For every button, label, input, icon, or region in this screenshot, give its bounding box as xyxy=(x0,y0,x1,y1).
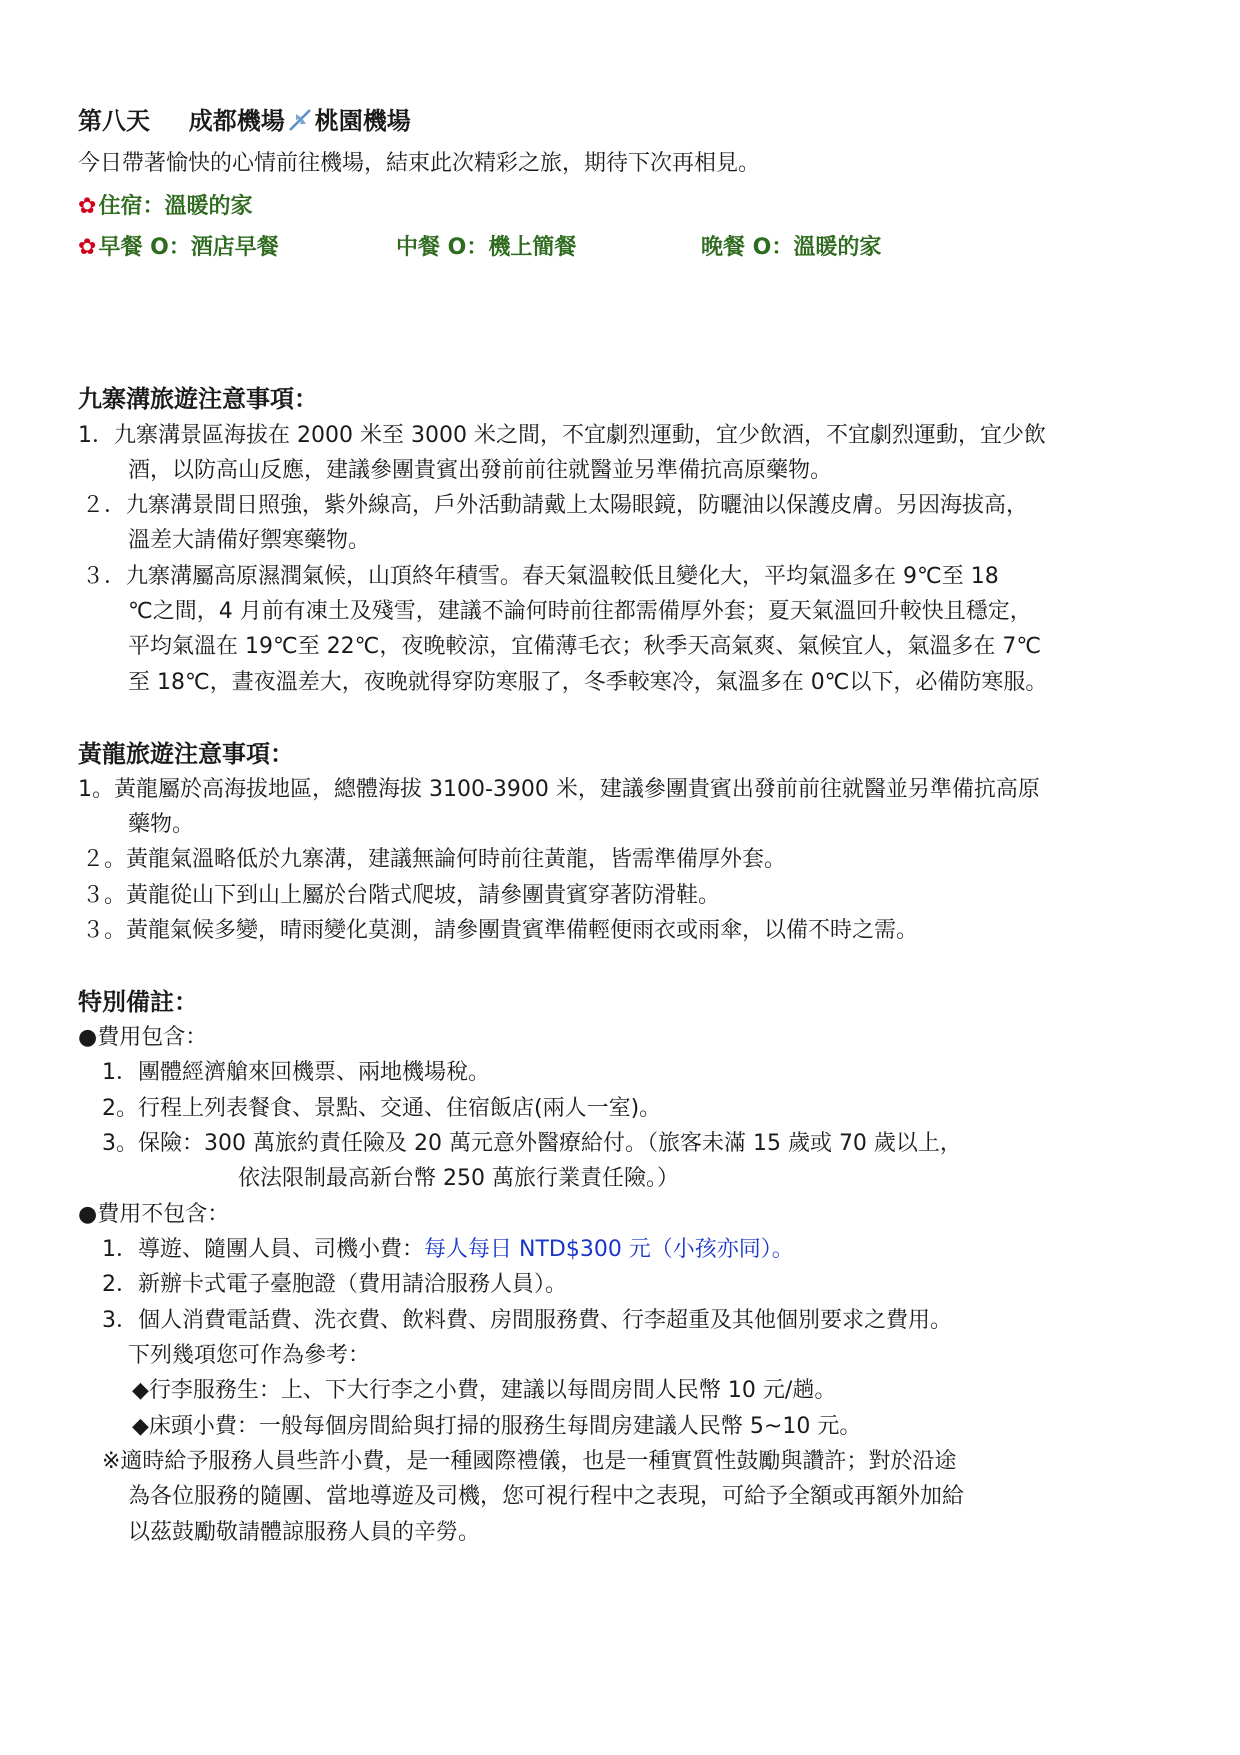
day8-dinner: 晚餐 O：溫暖的家 xyxy=(701,235,882,260)
day8-title xyxy=(78,106,411,140)
included-item-3-line-1: 3。保險：300 萬旅約責任險及 20 萬元意外醫療給付。（旅客未滿 15 歲或 70 歲以上， xyxy=(102,1131,962,1156)
included-item-2: 2。行程上列表餐食、景點、交通、住宿飯店(兩人一室)。 xyxy=(102,1096,662,1121)
included-item-1: 1．團體經濟艙來回機票、兩地機場稅。 xyxy=(102,1060,490,1085)
lodging-text: 住宿：溫暖的家 xyxy=(98,194,253,219)
jiuzhaigou-item-2-line-2: 溫差大請備好禦寒藥物。 xyxy=(128,528,371,553)
jiuzhaigou-item-3-line-1: ３．九寨溝屬高原濕潤氣候，山頂終年積雪。春天氣溫較低且變化大，平均氣溫多在 9℃至 18 xyxy=(82,564,999,589)
huanglong-item-2: ２。黃龍氣溫略低於九寨溝，建議無論何時前往黃龍，皆需準備厚外套。 xyxy=(82,847,787,872)
day8-to: 桃園機場 xyxy=(314,107,411,135)
gratuity-note-line-2: 為各位服務的隨團、當地導遊及司機，您可視行程中之表現，可給予全額或再額外加給 xyxy=(128,1484,965,1509)
remarks-heading: 特別備註： xyxy=(78,988,198,1016)
excluded-item-3-line-1: 3．個人消費電話費、洗衣費、飲料費、房間服務費、行李超重及其他個別要求之費用。 xyxy=(102,1308,952,1333)
jiuzhaigou-item-3-line-2: ℃之間，4 月前有凍土及殘雪，建議不論何時前往都需備厚外套；夏天氣溫回升較快且穩定， xyxy=(128,599,1032,624)
huanglong-item-3: ３。黃龍從山下到山上屬於台階式爬坡，請參團貴賓穿著防滑鞋。 xyxy=(82,883,721,908)
jiuzhaigou-item-3-line-4: 至 18℃，晝夜溫差大，夜晚就得穿防寒服了，冬季較寒冷，氣溫多在 0℃以下，必備防寒服。 xyxy=(128,670,1048,695)
huanglong-item-1-line-1: 1。黃龍屬於高海拔地區，總體海拔 3100-3900 米，建議參團貴賓出發前前往就醫並另準備抗高原 xyxy=(78,777,1040,802)
day8-label: 第八天 xyxy=(78,107,150,135)
day8-from: 成都機場 xyxy=(188,107,285,135)
huanglong-heading: 黃龍旅遊注意事項： xyxy=(78,740,294,768)
gratuity-note-line-1: ※適時給予服務人員些許小費，是一種國際禮儀，也是一種實質性鼓勵與讚許；對於沿途 xyxy=(102,1449,957,1474)
gratuity-note-line-3: 以茲鼓勵敬請體諒服務人員的辛勞。 xyxy=(128,1520,481,1545)
tip-policy-prefix: 1．導遊、隨團人員、司機小費： xyxy=(102,1237,424,1262)
huanglong-item-4: ３。黃龍氣候多變，晴雨變化莫測，請參團貴賓準備輕便雨衣或雨傘，以備不時之需。 xyxy=(82,918,919,943)
excluded-item-3-line-2: 下列幾項您可作為參考： xyxy=(128,1343,371,1368)
flower-icon: ✿ xyxy=(78,235,97,260)
day8-lunch: 中餐 O：機上簡餐 xyxy=(396,235,577,260)
excluded-label: ●費用不包含： xyxy=(78,1202,230,1227)
jiuzhaigou-item-2-line-1: ２．九寨溝景間日照強，紫外線高，戶外活動請戴上太陽眼鏡，防曬油以保護皮膚。另因海拔高， xyxy=(82,493,1029,518)
tip-luggage: ◆行李服務生：上、下大行李之小費，建議以每間房間人民幣 10 元/趟。 xyxy=(132,1378,837,1403)
excluded-item-2: 2．新辦卡式電子臺胞證（費用請洽服務人員）。 xyxy=(102,1272,567,1297)
jiuzhaigou-item-1-line-2: 酒，以防高山反應，建議參團貴賓出發前前往就醫並另準備抗高原藥物。 xyxy=(128,458,833,483)
day8-lodging xyxy=(78,192,252,222)
tip-bedside: ◆床頭小費：一般每個房間給與打掃的服務生每間房建議人民幣 5~10 元。 xyxy=(132,1414,862,1439)
included-item-3-line-2: 依法限制最高新台幣 250 萬旅行業責任險。） xyxy=(238,1166,679,1191)
excluded-item-1 xyxy=(102,1235,794,1265)
included-label: ●費用包含： xyxy=(78,1025,208,1050)
breakfast-text: 早餐 O：酒店早餐 xyxy=(98,235,279,260)
day8-description: 今日帶著愉快的心情前往機場，結束此次精彩之旅，期待下次再相見。 xyxy=(78,151,761,176)
day8-breakfast xyxy=(78,233,279,263)
flower-icon: ✿ xyxy=(78,194,97,219)
jiuzhaigou-item-3-line-3: 平均氣溫在 19℃至 22℃，夜晚較涼，宜備薄毛衣；秋季天高氣爽、氣候宜人，氣溫多在 7℃ xyxy=(128,634,1042,659)
airplane-icon xyxy=(287,107,313,140)
tip-policy-amount: 每人每日 NTD$300 元（小孩亦同）。 xyxy=(424,1237,794,1262)
jiuzhaigou-heading: 九寨溝旅遊注意事項： xyxy=(78,385,318,413)
huanglong-item-1-line-2: 藥物。 xyxy=(128,812,195,837)
jiuzhaigou-item-1-line-1: 1．九寨溝景區海拔在 2000 米至 3000 米之間，不宜劇烈運動，宜少飲酒，不宜劇烈運動，宜少飲 xyxy=(78,423,1046,448)
